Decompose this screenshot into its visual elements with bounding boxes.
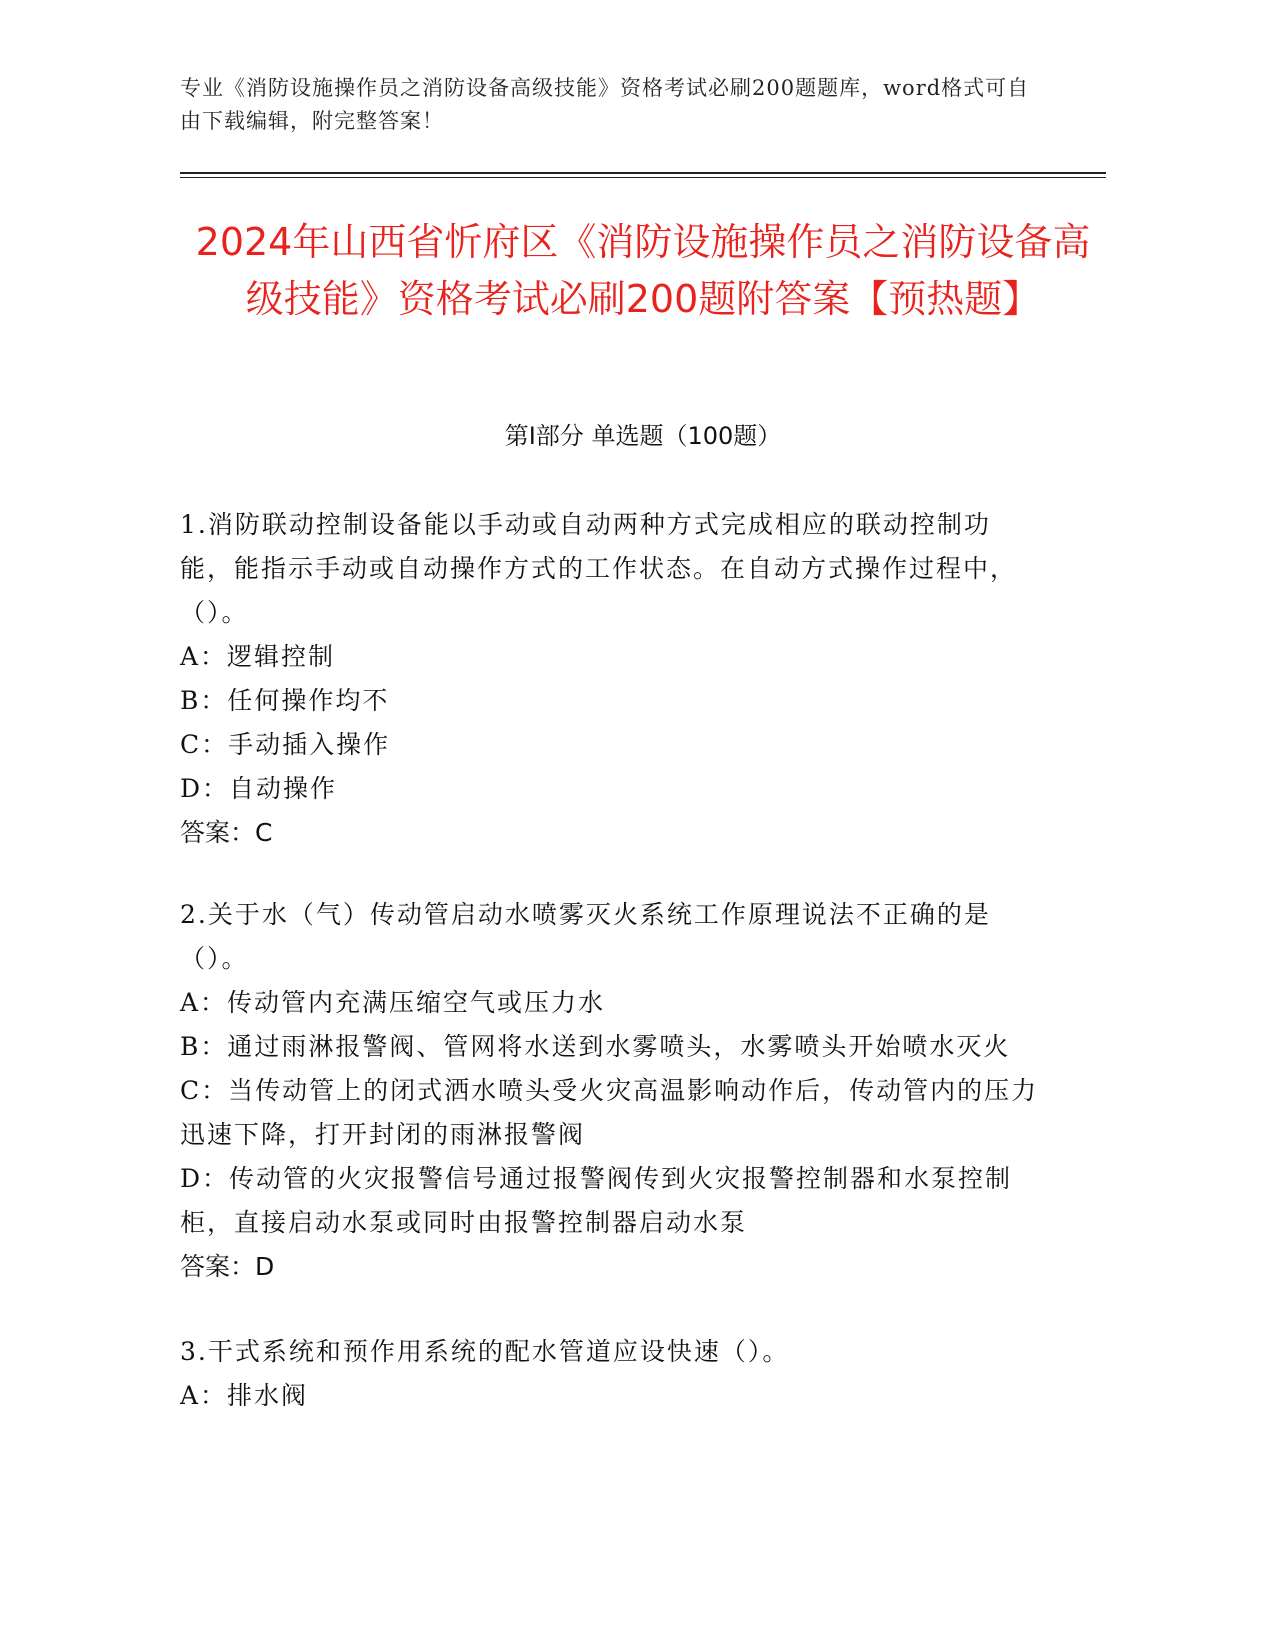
option-a: A：传动管内充满压缩空气或压力水 bbox=[180, 988, 606, 1017]
question-text: 3.干式系统和预作用系统的配水管道应设快速（）。 bbox=[180, 1337, 790, 1366]
option-c: C：手动插入操作 bbox=[180, 730, 391, 759]
option-b: B：任何操作均不 bbox=[180, 686, 390, 715]
question-1 bbox=[180, 503, 1040, 855]
option-a: A：排水阀 bbox=[180, 1381, 309, 1410]
option-c: C：当传动管上的闭式洒水喷头受火灾高温影响动作后，传动管内的压力迅速下降，打开封闭的雨淋报警阀 bbox=[180, 1076, 1039, 1149]
answer-line: 答案：C bbox=[180, 818, 273, 847]
option-b: B：通过雨淋报警阀、管网将水送到水雾喷头，水雾喷头开始喷水灭火 bbox=[180, 1032, 1011, 1061]
header-rule-thin bbox=[180, 177, 1106, 178]
answer-line: 答案：D bbox=[180, 1252, 275, 1281]
section-heading: 第Ⅰ部分 单选题（100题） bbox=[504, 422, 782, 450]
question-text: 1.消防联动控制设备能以手动或自动两种方式完成相应的联动控制功能，能指示手动或自动操作方式的工作状态。在自动方式操作过程中，（）。 bbox=[180, 510, 1018, 627]
header-rule-thick bbox=[180, 172, 1106, 174]
document-title: 2024年山西省忻府区《消防设施操作员之消防设备高级技能》资格考试必刷200题附答案【预热题】 bbox=[195, 220, 1091, 321]
option-d: D：自动操作 bbox=[180, 774, 338, 803]
question-2 bbox=[180, 893, 1040, 1289]
option-d: D：传动管的火灾报警信号通过报警阀传到火灾报警控制器和水泵控制柜，直接启动水泵或同时由报警控制器启动水泵 bbox=[180, 1164, 1013, 1237]
option-a: A：逻辑控制 bbox=[180, 642, 336, 671]
question-3 bbox=[180, 1330, 1040, 1418]
header-note: 专业《消防设施操作员之消防设备高级技能》资格考试必刷200题题库，word格式可自由下载编辑，附完整答案！ bbox=[180, 76, 1030, 133]
question-text: 2.关于水（气）传动管启动水喷雾灭火系统工作原理说法不正确的是（）。 bbox=[180, 900, 991, 973]
